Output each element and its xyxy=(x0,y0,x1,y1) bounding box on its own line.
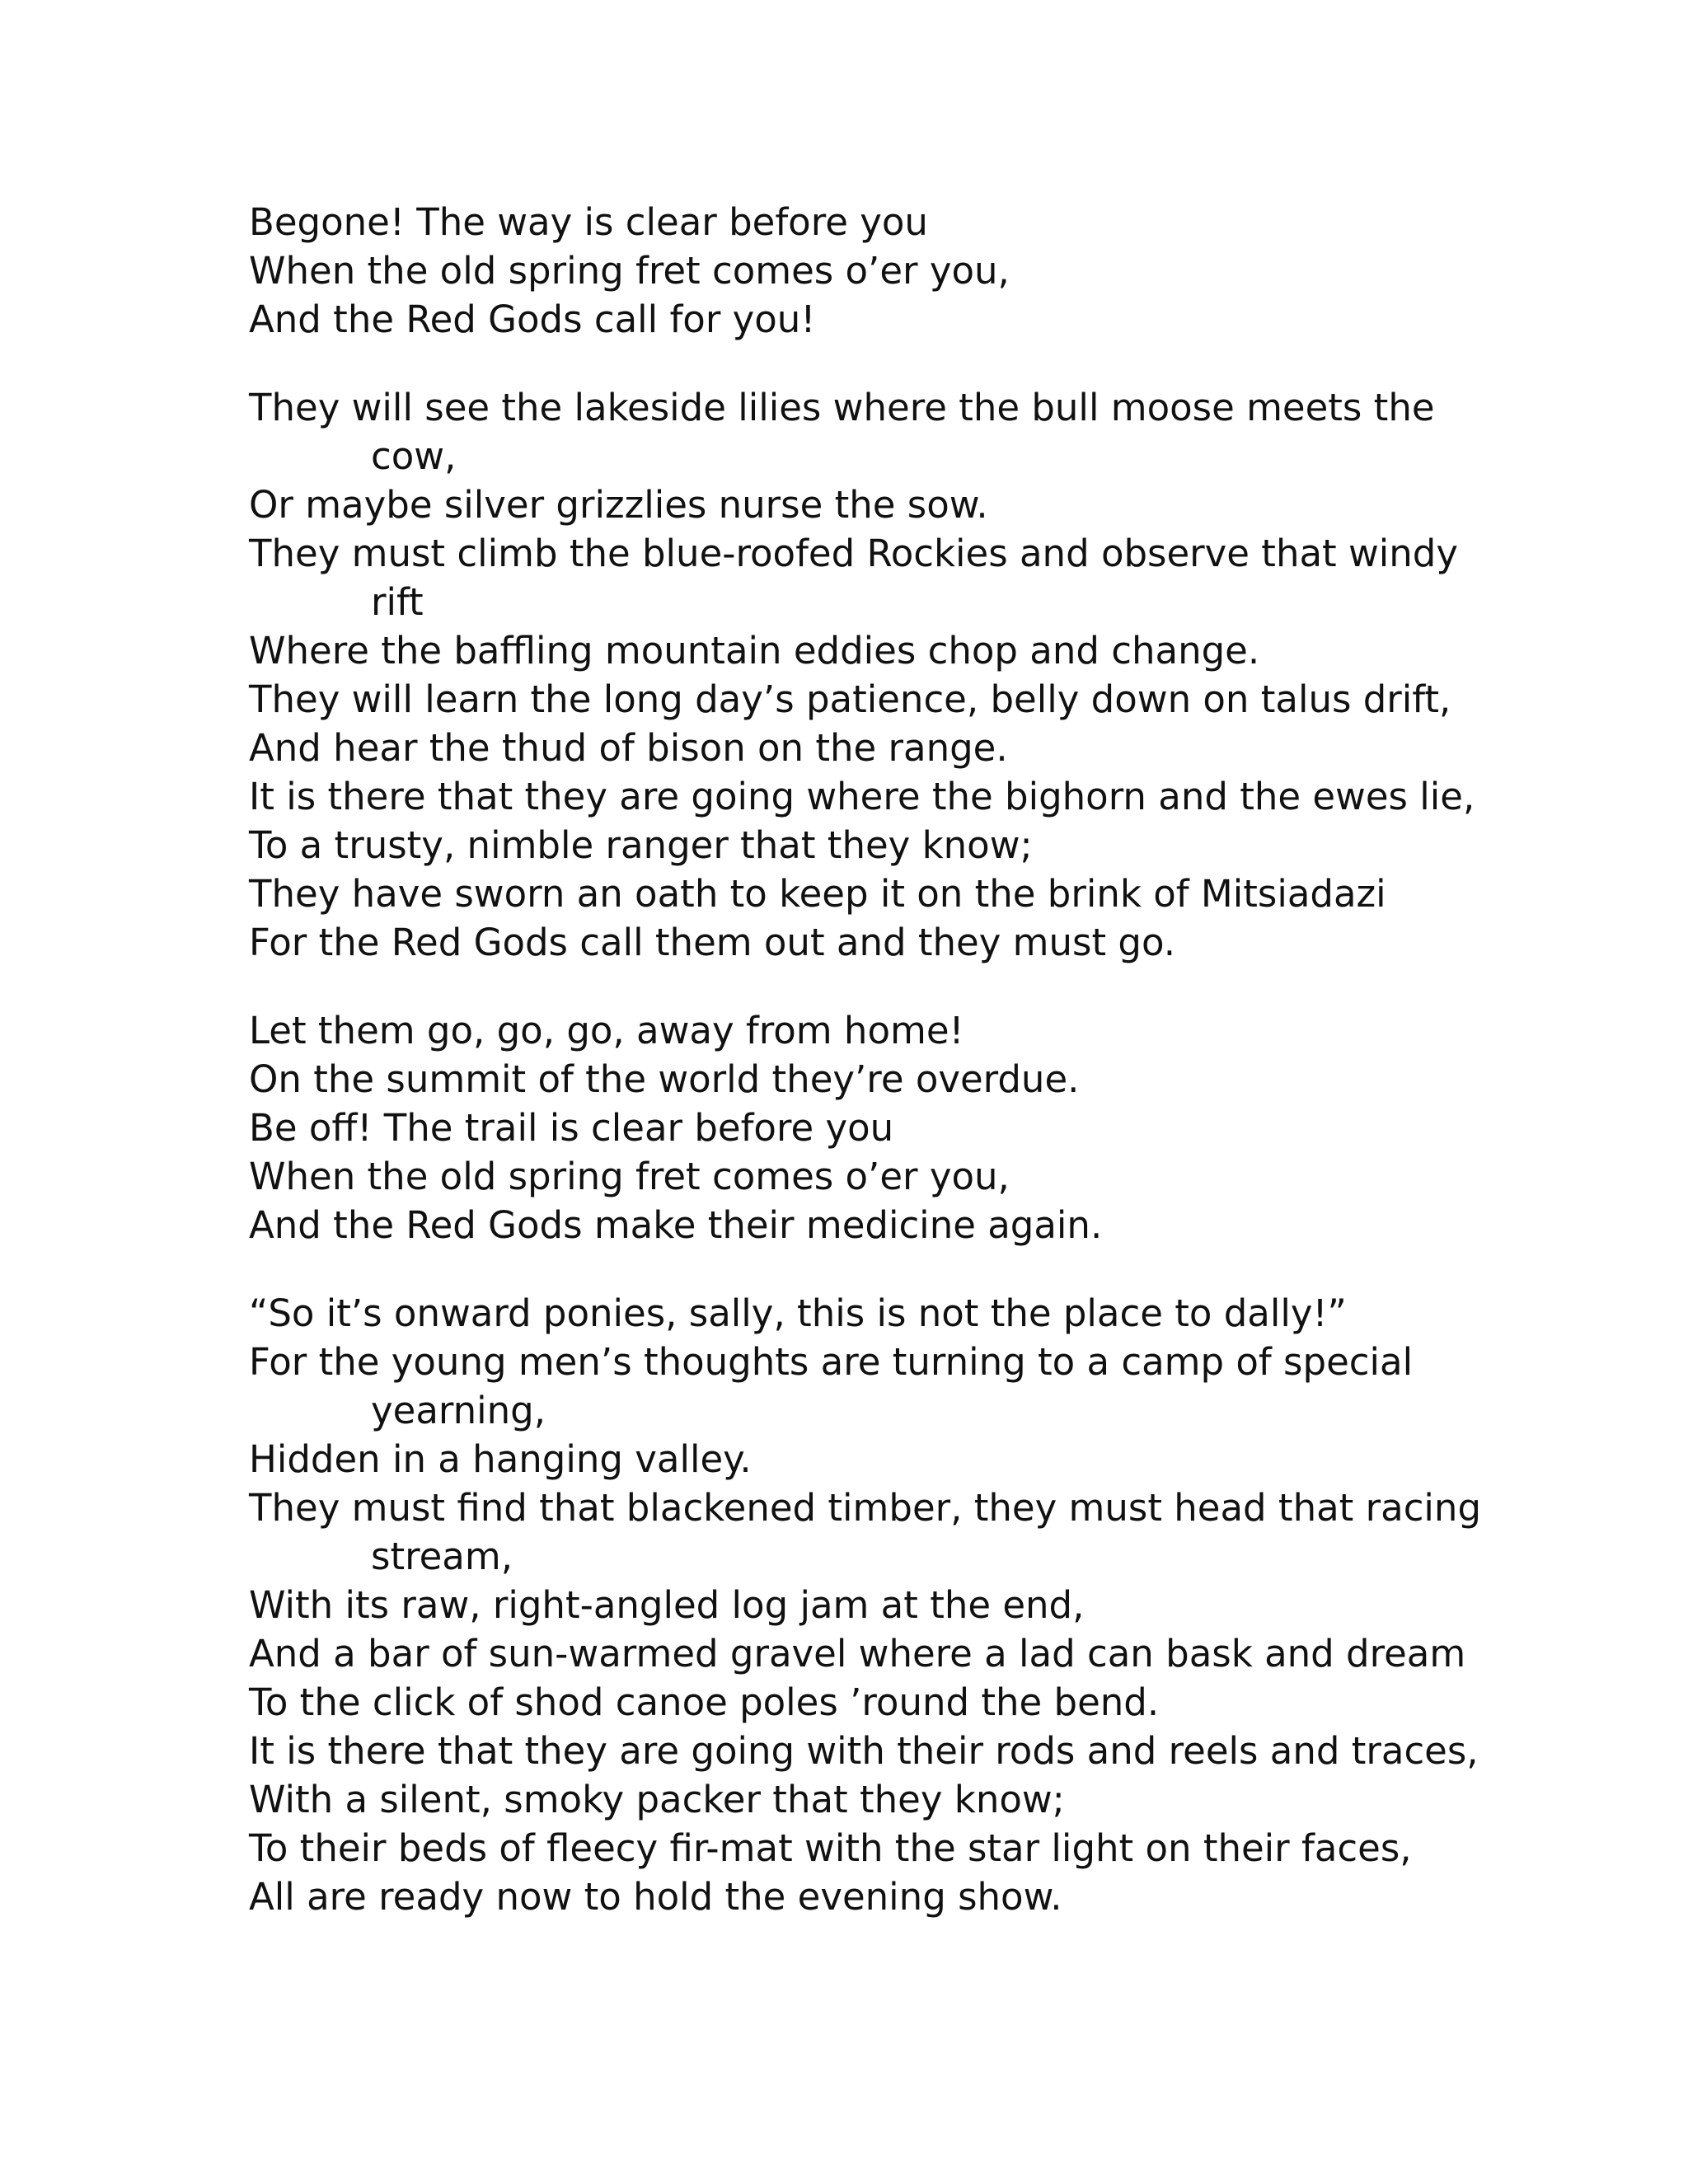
poem-line: They must climb the blue-roofed Rockies and observe that windy xyxy=(249,532,1459,575)
poem-line-continuation: yearning, xyxy=(371,1389,546,1432)
poem-line: With its raw, right-angled log jam at the end, xyxy=(249,1583,1085,1627)
poem-line: On the summit of the world they’re overdue. xyxy=(249,1057,1080,1101)
stanza-2 xyxy=(249,383,1535,967)
poem-line: To a trusty, nimble ranger that they know; xyxy=(249,823,1033,867)
stanza-4 xyxy=(249,1289,1535,1921)
poem-line: Hidden in a hanging valley. xyxy=(249,1437,752,1481)
poem-line: With a silent, smoky packer that they know; xyxy=(249,1778,1065,1821)
stanza-3 xyxy=(249,1006,1535,1249)
poem-line: And hear the thud of bison on the range. xyxy=(249,726,1008,770)
poem-line-continuation: rift xyxy=(371,580,424,624)
poem-line: For the young men’s thoughts are turning to a camp of special xyxy=(249,1340,1414,1384)
poem-line: To their beds of fleecy fir-mat with the star light on their faces, xyxy=(249,1826,1412,1870)
stanza-1 xyxy=(249,198,1535,344)
poem-line: When the old spring fret comes o’er you, xyxy=(249,1155,1010,1198)
poem-line: When the old spring fret comes o’er you, xyxy=(249,249,1010,293)
poem-line: Be off! The trail is clear before you xyxy=(249,1106,894,1150)
poem-line: And the Red Gods make their medicine again. xyxy=(249,1203,1103,1247)
poem-line-continuation: cow, xyxy=(371,434,457,478)
poem-line: They have sworn an oath to keep it on the brink of Mitsiadazi xyxy=(249,872,1386,916)
poem-line: For the Red Gods call them out and they must go. xyxy=(249,921,1176,964)
poem-line: Begone! The way is clear before you xyxy=(249,200,928,244)
poem-line-continuation: stream, xyxy=(371,1535,513,1578)
poem-line: They will learn the long day’s patience, belly down on talus drift, xyxy=(249,677,1451,721)
poem-line: Or maybe silver grizzlies nurse the sow. xyxy=(249,483,988,527)
poem-body xyxy=(249,198,1535,1961)
poem-line: Where the baffling mountain eddies chop and change. xyxy=(249,629,1260,673)
poem-line: They will see the lakeside lilies where the bull moose meets the xyxy=(249,386,1435,429)
poem-line: All are ready now to hold the evening show. xyxy=(249,1875,1062,1919)
poem-line: It is there that they are going where the bighorn and the ewes lie, xyxy=(249,775,1475,818)
poem-line: It is there that they are going with their rods and reels and traces, xyxy=(249,1729,1479,1773)
poem-line: And a bar of sun-warmed gravel where a lad can bask and dream xyxy=(249,1632,1466,1675)
poem-line: “So it’s onward ponies, sally, this is not the place to dally!” xyxy=(249,1291,1347,1335)
poem-line: They must find that blackened timber, they must head that racing xyxy=(249,1486,1482,1530)
poem-line: And the Red Gods call for you! xyxy=(249,298,816,341)
poem-line: To the click of shod canoe poles ’round the bend. xyxy=(249,1680,1160,1724)
poem-line: Let them go, go, go, away from home! xyxy=(249,1009,964,1052)
